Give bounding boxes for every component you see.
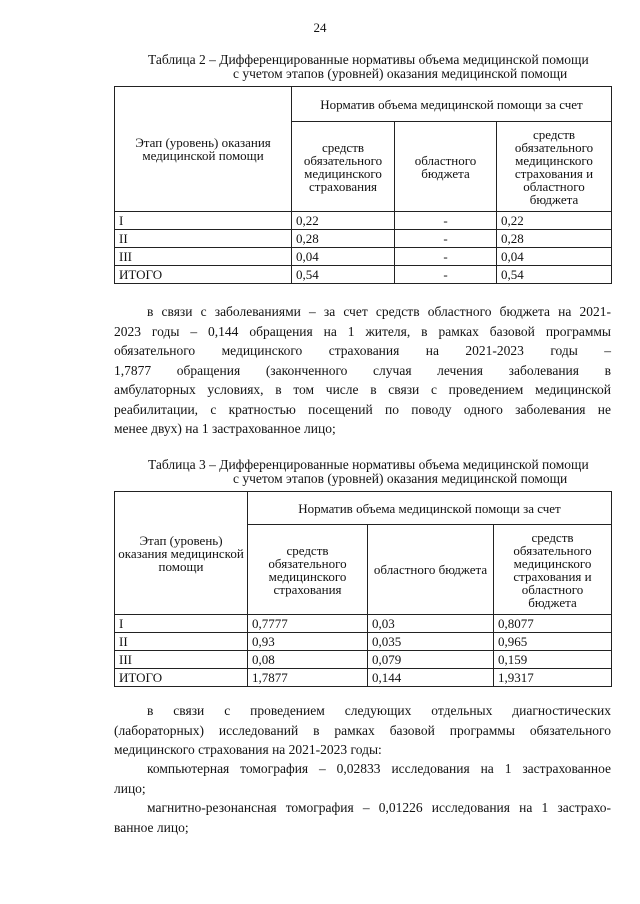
table3-cell-stage: I: [115, 615, 248, 633]
table3-header-group: Норматив объема медицинской помощи за счет: [248, 492, 612, 525]
paragraph-line: магнитно-резонансная томография – 0,01226 исследования на 1 застрахо-: [147, 800, 611, 815]
table2-cell-stage: I: [115, 212, 292, 230]
paragraph-line: лицо;: [114, 780, 146, 796]
paragraph-line: (лабораторных) исследований в рамках базовой программы обязательного: [114, 722, 611, 738]
table3-caption-line1: Таблица 3 – Дифференцированные нормативы объема медицинской помощи: [148, 457, 589, 472]
table2-cell-budget: -: [395, 266, 497, 284]
table3-cell-budget: 0,079: [368, 651, 494, 669]
paragraph-line: в связи с проведением следующих отдельных диагностических: [147, 703, 611, 718]
table2-cell-budget: -: [395, 230, 497, 248]
table2-row: [115, 248, 612, 266]
table3-cell-budget: 0,03: [368, 615, 494, 633]
table3-row: [115, 633, 612, 651]
table3-header-budget: областного бюджета: [368, 525, 494, 615]
table2-header-group: Норматив объема медицинской помощи за счет: [292, 87, 612, 122]
table2-caption-line2: с учетом этапов (уровней) оказания медицинской помощи: [233, 66, 568, 81]
paragraph-line: амбулаторных условиях, в том числе в связи с проведением медицинской: [114, 382, 611, 397]
paragraph-line: ванное лицо;: [114, 819, 189, 835]
table2-caption-line1: Таблица 2 – Дифференцированные нормативы объема медицинской помощи: [148, 52, 589, 67]
table3-cell-oms: 0,08: [248, 651, 368, 669]
table3-cell-total: 0,8077: [494, 615, 612, 633]
table2-header-budget: областного бюджета: [395, 122, 497, 212]
paragraph-line: реабилитации, с кратностью посещений по поводу одного заболевания не: [114, 401, 611, 417]
table2-cell-budget: -: [395, 212, 497, 230]
paragraph-diagnostics: [114, 701, 611, 760]
paragraph-line: 1,7877 обращения (законченного случая лечения заболевания в: [114, 362, 611, 378]
table3-cell-stage: II: [115, 633, 248, 651]
table3-row-total: [115, 669, 612, 687]
table2-cell-stage: ИТОГО: [115, 266, 292, 284]
paragraph-line: в связи с заболеваниями – за счет средств областного бюджета на 2021-: [147, 304, 611, 319]
table2-cell-budget: -: [395, 248, 497, 266]
table2-cell-total: 0,04: [497, 248, 612, 266]
table2: [114, 86, 612, 284]
table3: [114, 491, 612, 687]
table3-cell-stage: ИТОГО: [115, 669, 248, 687]
table3-caption: [148, 458, 618, 486]
paragraph-line: 2023 годы – 0,144 обращения на 1 жителя, в рамках базовой программы: [114, 323, 611, 339]
table2-row-total: [115, 266, 612, 284]
table2-cell-total: 0,54: [497, 266, 612, 284]
paragraph-line: компьютерная томография – 0,02833 исследования на 1 застрахованное: [147, 761, 611, 776]
table3-cell-budget: 0,144: [368, 669, 494, 687]
table2-caption: [148, 53, 618, 81]
paragraph-line: менее двух) на 1 застрахованное лицо;: [114, 421, 336, 436]
paragraph-ct: [114, 759, 611, 798]
page-number: 24: [313, 20, 327, 35]
table3-cell-oms: 0,93: [248, 633, 368, 651]
paragraph-disease-visits: [114, 302, 611, 439]
table2-cell-oms: 0,54: [292, 266, 395, 284]
table3-cell-oms: 1,7877: [248, 669, 368, 687]
table3-cell-total: 1,9317: [494, 669, 612, 687]
table3-header-oms: средств обязательного медицинского страхования: [248, 525, 368, 615]
table2-cell-total: 0,22: [497, 212, 612, 230]
table2-cell-stage: II: [115, 230, 292, 248]
table3-cell-stage: III: [115, 651, 248, 669]
paragraph-mri: [114, 798, 611, 837]
table3-header-total: средств обязательного медицинского страхования и областного бюджета: [494, 525, 612, 615]
table3-row: [115, 615, 612, 633]
table2-cell-total: 0,28: [497, 230, 612, 248]
table3-cell-budget: 0,035: [368, 633, 494, 651]
table2-cell-oms: 0,28: [292, 230, 395, 248]
table3-row: [115, 651, 612, 669]
table2-cell-oms: 0,22: [292, 212, 395, 230]
table2-row: [115, 212, 612, 230]
paragraph-line: обязательного медицинского страхования на 2021-2023 годы –: [114, 343, 611, 358]
table2-cell-stage: III: [115, 248, 292, 266]
table3-cell-oms: 0,7777: [248, 615, 368, 633]
table2-header-stage: Этап (уровень) оказания медицинской помощи: [115, 87, 292, 212]
table2-header-total: средств обязательного медицинского страхования и областного бюджета: [497, 122, 612, 212]
table3-cell-total: 0,159: [494, 651, 612, 669]
table3-caption-line2: с учетом этапов (уровней) оказания медицинской помощи: [233, 471, 568, 486]
table2-header-oms: средств обязательного медицинского страхования: [292, 122, 395, 212]
paragraph-line: медицинского страхования на 2021-2023 годы:: [114, 742, 382, 757]
table3-header-stage: Этап (уровень) оказания медицинской помощи: [115, 492, 248, 615]
table2-row: [115, 230, 612, 248]
table3-cell-total: 0,965: [494, 633, 612, 651]
table2-cell-oms: 0,04: [292, 248, 395, 266]
